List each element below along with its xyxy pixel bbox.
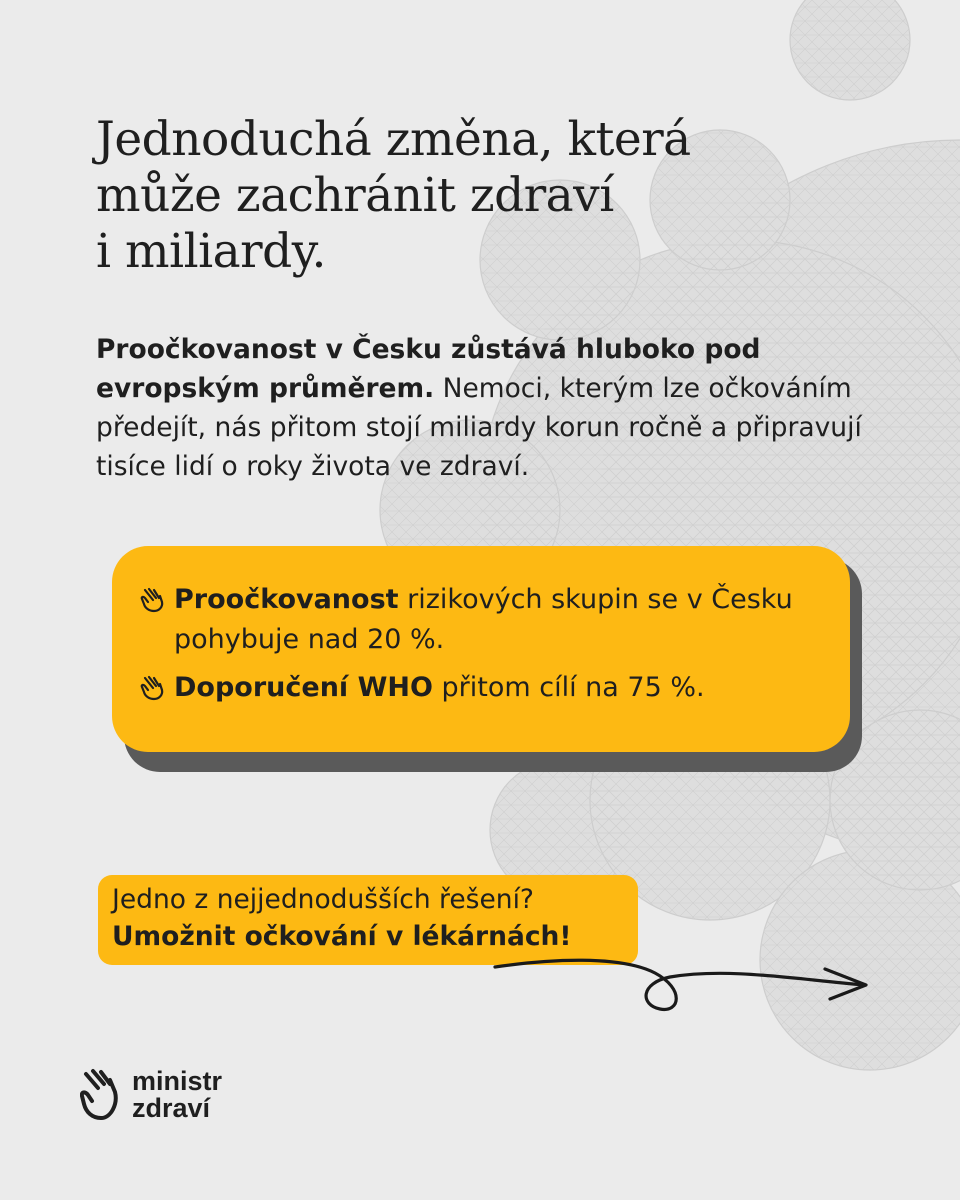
logo-line-1: ministr <box>132 1066 223 1096</box>
stat-item <box>140 668 794 708</box>
page-title <box>96 112 796 280</box>
intro-bold: Proočkovanost v Česku zůstává hluboko pod evropským průměrem. <box>96 334 761 404</box>
stat-bold: Doporučení WHO <box>174 672 433 703</box>
logo-line-2: zdraví <box>132 1093 211 1123</box>
stat-text: rizikových skupin se v Česku pohybuje nad 20 %. <box>174 584 793 655</box>
intro-paragraph <box>96 330 886 486</box>
waving-hand-icon <box>140 586 168 614</box>
stats-card <box>112 546 850 752</box>
intro-rest: Nemoci, kterým lze očkováním předejít, nás přitom stojí miliardy korun ročně a připravují tisíce lidí o roky života ve zdraví. <box>96 373 862 482</box>
brand-logo <box>80 1066 222 1124</box>
hand-logo-icon <box>80 1066 124 1124</box>
title-line-3: i miliardy. <box>96 224 326 279</box>
title-line-1: Jednoduchá změna, která <box>96 112 691 167</box>
callout-question: Jedno z nejjednodušších řešení? <box>112 884 534 915</box>
curly-arrow-icon <box>480 925 880 1025</box>
stat-bold: Proočkovanost <box>174 584 399 615</box>
waving-hand-icon <box>140 674 168 702</box>
title-line-2: může zachránit zdraví <box>96 168 614 223</box>
stat-item <box>140 580 794 660</box>
callout-answer: Umožnit očkování v lékárnách! <box>112 921 572 952</box>
stat-text: přitom cílí na 75 %. <box>432 672 705 703</box>
